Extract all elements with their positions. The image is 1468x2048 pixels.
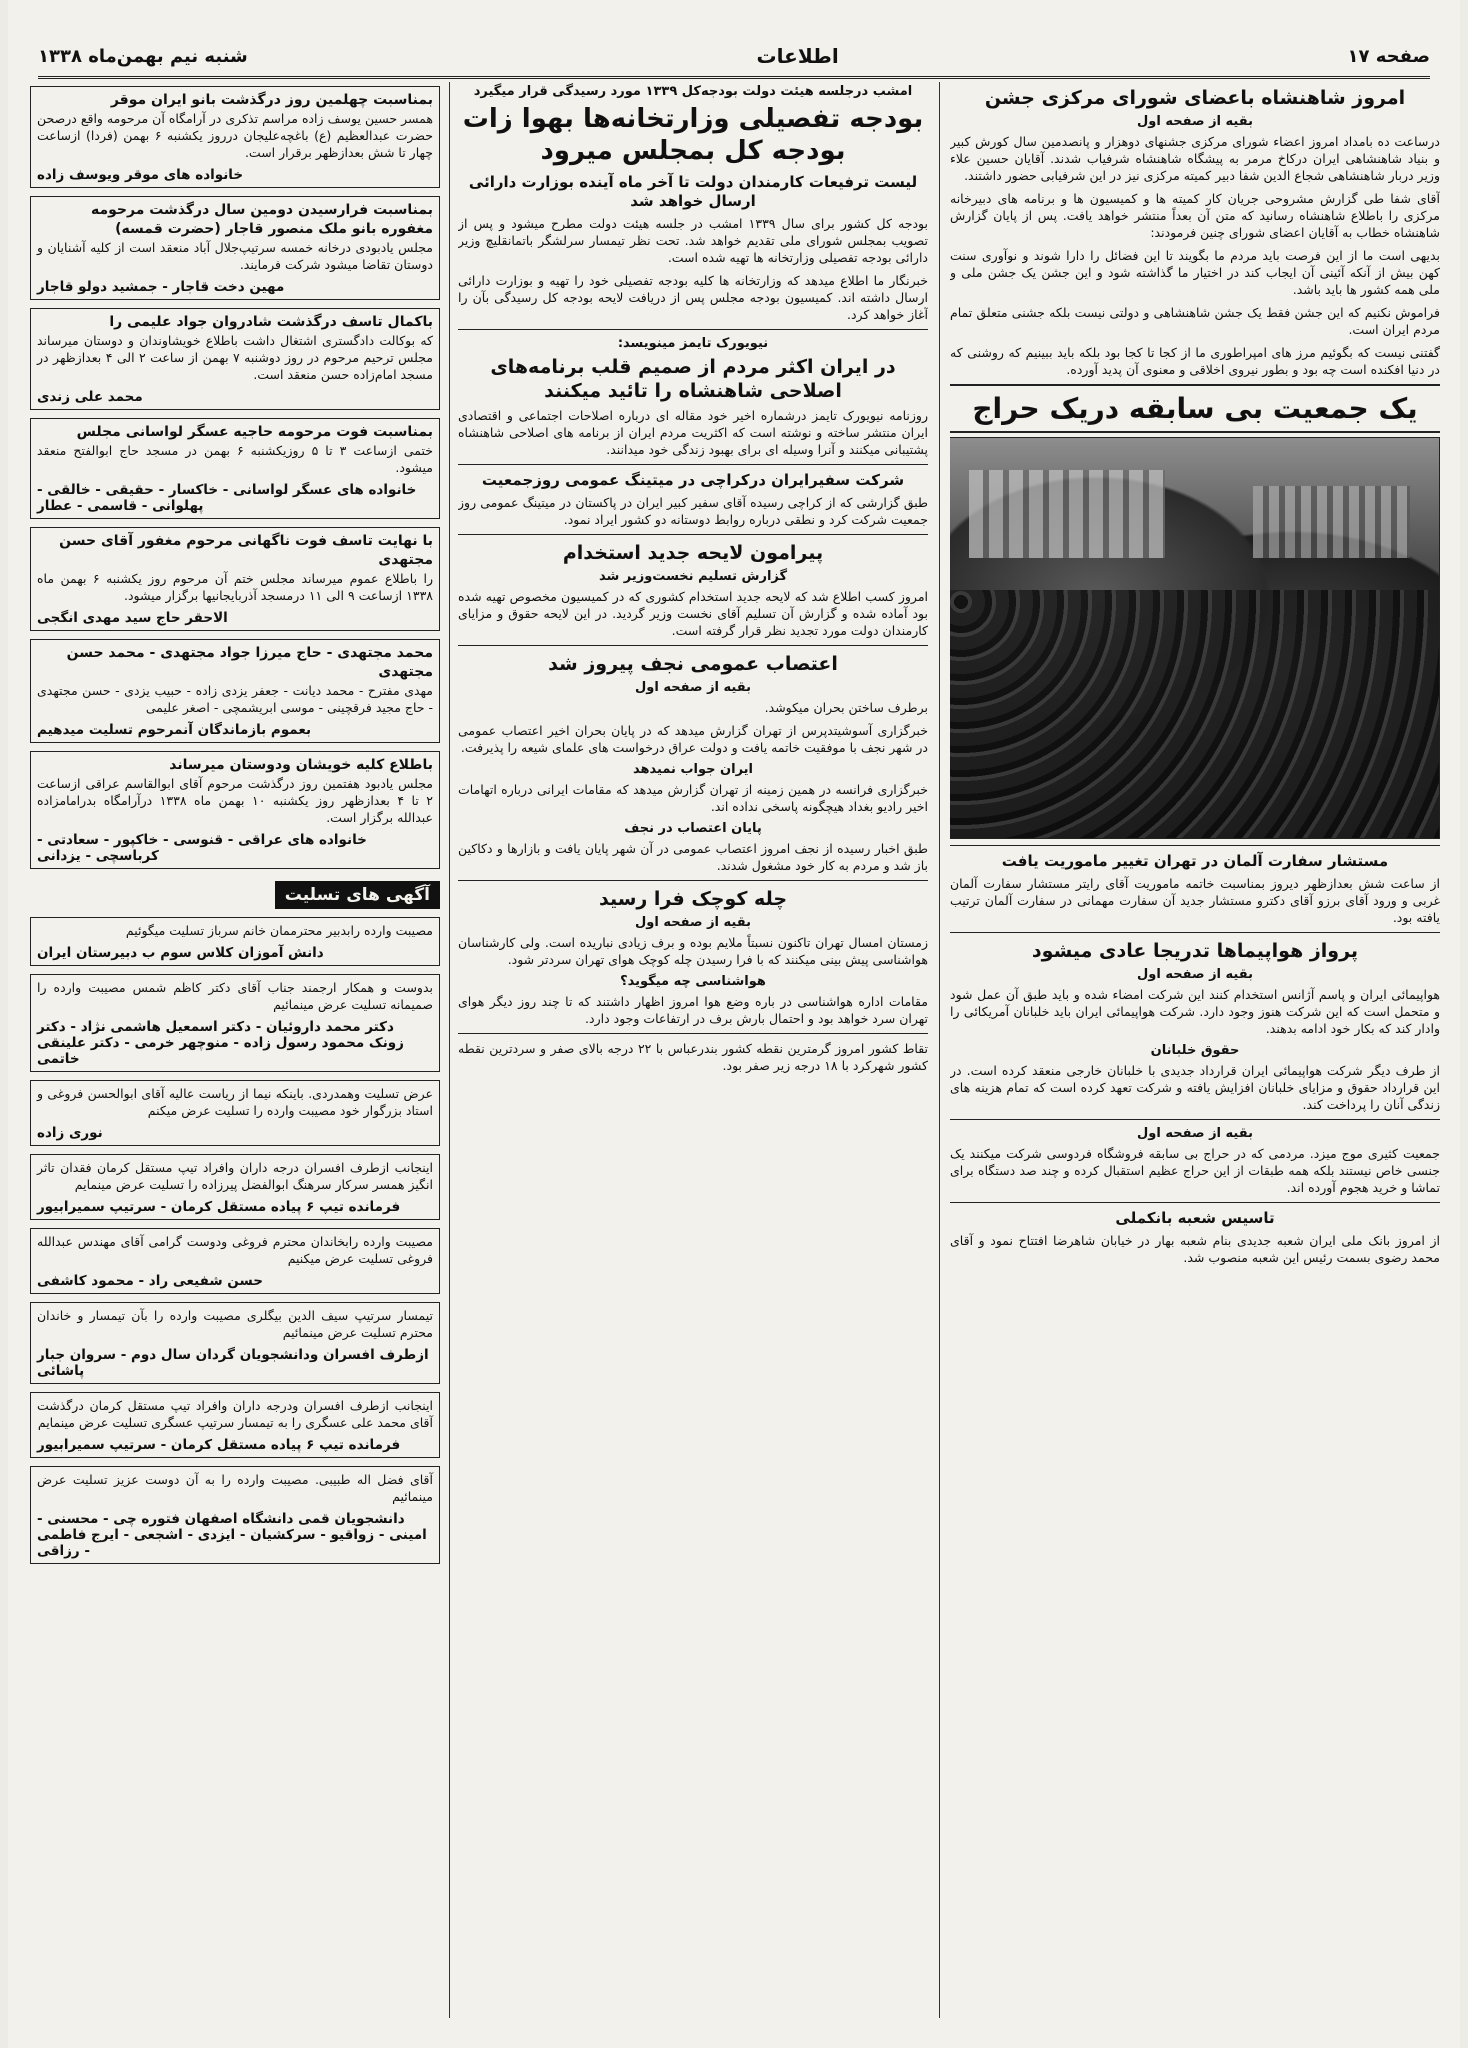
notice-box (30, 196, 440, 300)
crowd-photo (950, 437, 1440, 839)
notice-body: مجلس یادبودی درخانه خمسه سرتیپ‌جلال آباد منعقد است از کلیه آشنایان و دوستان تقاضا میشود شرکت فرمایند. (37, 240, 433, 272)
notice-body: مهدی مفترح - محمد دیانت - جعفر یزدی زاده - حبیب یزدی - حسن مجتهدی - حاج مجید فرقچینی - موسی ابریشمچی - اصغر علیمی (37, 683, 433, 715)
notice-title: باکمال تاسف درگذشت شادروان جواد علیمی را (109, 314, 433, 330)
article-paragraph: فراموش نکنیم که این جشن فقط یک جشن شاهنشاهی و دولتی نیست بلکه جشنی متعلق تمام مردم ایران است. (950, 305, 1440, 337)
article-paragraph: بدیهی است ما از این فرصت باید مردم ما بگویند تا این فضائل را دارا شوند و نوآوری سنت کهن بیش از آنکه آئینی آن ایجاب کند در اختیار ما گذاشته شود و این جشن یک جشن ملی و ملی همه کشور ها باید باشد. (950, 248, 1440, 297)
notice-body: همسر حسین یوسف زاده مراسم تذکری در آرامگاه آن مرحومه واقع درصحن حضرت عبدالعظیم (ع) باغچه‌علیجان درروز یکشنبه ۶ بهمن (فردا) ازساعت چهار تا شش بعدازظهر برقرار است. (37, 111, 434, 160)
article-paragraph: امروز کسب اطلاع شد که لایحه جدید استخدام کشوری که در کمیسیون مخصوص تهیه شده بود آماده شده و گزارش آن تسلیم آقای نخست وزیر گردید. در این لایحه حقوق و مزایای کارمندان دولت مورد تجدید نظر قرار گرفته است. (458, 589, 928, 638)
notice-title: با نهایت تاسف فوت ناگهانی مرحوم مغفور آقای حسن مجتهدی (59, 533, 433, 568)
continued-label: بقیه از صفحه اول (1137, 114, 1253, 129)
condolence-signature: حسن شفیعی راد - محمود کاشفی (37, 1273, 263, 1289)
article-paragraph: زمستان امسال تهران تاکنون نسبتاً ملایم بوده و برف زیادی نباریده است. ولی کارشناسان هواشناسی پیش بینی میکنند که با فرا رسیدن چله کوچک هوای تهران سردتر شود. (458, 935, 928, 967)
article-paragraph: بودجه کل کشور برای سال ۱۳۳۹ امشب در جلسه هیئت دولت مطرح میشود و پس از تصویب بمجلس شورای ملی تقدیم خواهد شد. تحت نظر تیمسار سرلشگر باتمانقلیچ وزیر دارائی بودجه تفصیلی وزارتخانه ها تهیه شده است. (458, 216, 928, 265)
paper-name: اطلاعات (756, 44, 839, 68)
article-paragraph: جمعیت کثیری موج میزد. مردمی که در حراج بی سابقه فروشگاه فردوسی شرکت میکنند یک جنسی خاص نیستند بلکه همه طبقات از این حراج عظیم استقبال کرده و چند صد دستگاه برای تماشا و خرید هجوم آورده اند. (950, 1146, 1440, 1195)
notice-title: بمناسبت فوت مرحومه حاجیه عسگر لواسانی مجلس (76, 424, 433, 440)
kicker: امشب درجلسه هیئت دولت بودجه‌کل ۱۳۳۹ مورد رسیدگی قرار میگیرد (473, 84, 913, 99)
continued-label: بقیه از صفحه اول (635, 680, 751, 695)
condolence-signature: نوری زاده (37, 1125, 103, 1141)
notice-body: که بوکالت دادگستری اشتغال داشت باطلاع خویشاوندان و دوستان میرساند مجلس ترحیم مرحوم در روز دوشنبه ۷ بهمن از ساعت ۲ الی ۴ بعدازظهر در مسجد امام‌زاده حسن منعقد است. (37, 333, 433, 382)
notice-signature: خانواده های عراقی - قنوسی - خاکپور - سعادتی - کرباسچی - یزدانی (37, 832, 367, 864)
photo-shelf (1253, 486, 1410, 558)
condolence-box (30, 974, 440, 1072)
notice-signature: بعموم بازماندگان آنمرحوم تسلیت میدهیم (37, 722, 312, 738)
condolence-body: آقای فضل اله طبیبی. مصیبت وارده را به آن دوست عزیز تسلیت عرض مینمائیم (37, 1472, 433, 1504)
condolence-signature: فرمانده تیپ ۶ پیاده مستقل کرمان - سرتیپ سمیرابیور (37, 1199, 401, 1215)
notice-signature: خانواده های موقر ویوسف زاده (37, 167, 244, 183)
article-headline: چله کوچک فرا رسید (598, 888, 788, 910)
article-headline: پیرامون لایحه جدید استخدام (562, 542, 824, 564)
article-paragraph: آقای شفا طی گزارش مشروحی جریان کار کمیته ها و کمیسیون ها و برنامه های دبیرخانه مرکزی را باطلاع شاهنشاه رسانید که متن آن بعداً منتشر خواهد یافت. پس از پایان گزارش شاهنشاه خطاب به آقایان اعضای شورای چنین فرمودند: (950, 191, 1440, 240)
condolence-body: تیمسار سرتیپ سیف الدین بیگلری مصیبت وارده را بآن تیمسار و خاندان محترم تسلیت عرض مینمائیم (37, 1308, 433, 1340)
subheading: هواشناسی چه میگوید؟ (620, 974, 766, 989)
article-headline: شرکت سفیرایران درکراچی در میتینگ عمومی روزجمعیت (481, 471, 905, 489)
article-paragraph: خبرگزاری آسوشیتدپرس از تهران گزارش میدهد که در پایان بحران اخیر اعتصاب عمومی در شهر نجف با موفقیت خاتمه یافت و دولت عراق درخواست های علمای شیعه را پذیرفت. (458, 723, 928, 755)
condolence-box (30, 1080, 440, 1146)
continued-label: بقیه از صفحه اول (1137, 967, 1253, 982)
photo-headline: یک جمعیت بی سابقه دریک حراج (950, 384, 1440, 433)
article-paragraph: روزنامه نیویورک تایمز درشماره اخیر خود مقاله ای درباره اصلاحات اجتماعی و اقتصادی ایران منتشر ساخته و نوشته است که اکثریت مردم ایران از برنامه های اصلاحی شاهنشاه پشتیبانی میکنند و آنرا وسیله ای برای بهبود زندگی خود میدانند. (458, 408, 928, 457)
notice-title: باطلاع کلیه خویشان ودوستان میرساند (169, 757, 433, 773)
condolence-body: مصیبت وارده رابخاندان محترم فروغی ودوست گرامی آقای مهندس عبدالله فروغی تسلیت عرض میکنیم (37, 1234, 433, 1266)
divider (458, 645, 928, 646)
article-paragraph: برطرف ساختن بحران میکوشد. (764, 700, 928, 715)
condolence-signature: دانش آموزان کلاس سوم ب دبیرستان ایران (37, 945, 324, 961)
subheading: ایران جواب نمیدهد (632, 762, 753, 777)
divider (950, 1202, 1440, 1203)
kicker: نیویورک تایمز مینویسد: (617, 336, 769, 351)
article-headline: امروز شاهنشاه باعضای شورای مرکزی جشن (984, 87, 1406, 109)
column-right (950, 82, 1440, 2018)
condolence-body: عرض تسلیت وهمدردی. باینکه نیما از ریاست عالیه آقای ابوالحسن فروغی و استاد بزرگوار خود مصیبت وارده را تسلیت عرض میکنم (37, 1086, 433, 1118)
article-paragraph: درساعت ده بامداد امروز اعضاء شورای مرکزی جشنهای دوهزار و پانصدمین سال کورش کبیر و بنیاد شاهنشاهی ایران درکاخ مرمر به پیشگاه شاهنشاه شرفیاب شدند. آقایان حسین علاء وزیر دربار شاهنشاهی شجاع الدین شفا دبیر کمیته مرکزی نیز در این شرفیابی حضور داشتند. (950, 134, 1440, 183)
subheading: پایان اعتصاب در نجف (624, 821, 762, 836)
notice-signature: الاحقر حاج سید مهدی انگجی (37, 610, 228, 626)
notice-body: ختمی ازساعت ۳ تا ۵ روزیکشنبه ۶ بهمن در مسجد حاج ابوالفتح منعقد میشود. (37, 443, 434, 475)
article-paragraph: تقاط کشور امروز گرمترین نقطه کشور بندرعباس با ۲۲ درجه بالای صفر و سردترین نقطه کشور شهرکرد با ۱۸ درجه زیر صفر بود. (458, 1041, 928, 1073)
photo-shelf (969, 470, 1165, 558)
condolence-box (30, 1228, 440, 1294)
condolence-signature: فرمانده تیپ ۶ پیاده مستقل کرمان - سرتیپ سمیرابیور (37, 1437, 401, 1453)
condolence-box (30, 1392, 440, 1458)
article-headline: اعتصاب عمومی نجف پیروز شد (548, 653, 838, 675)
newspaper-page (8, 0, 1460, 2048)
article-headline: مستشار سفارت آلمان در تهران تغییر ماموریت یافت (1001, 852, 1389, 870)
condolence-box (30, 1302, 440, 1384)
continued-label: بقیه از صفحه اول (635, 915, 751, 930)
condolence-body: اینجانب ازطرف افسران درجه داران وافراد تیپ مستقل کرمان فقدان تاثر انگیز همسر سرکار سرهنگ ابوالفضل پیرزاده را تسلیت عرض مینمایم (37, 1160, 433, 1192)
notice-title: بمناسبت فرارسیدن دومین سال درگذشت مرحومه مغفوره بانو ملک منصور قاجار (حضرت قمسه) (90, 202, 433, 237)
condolence-box (30, 917, 440, 966)
notice-body: را باطلاع عموم میرساند مجلس ختم آن مرحوم روز یکشنبه ۶ بهمن ماه ۱۳۳۸ ازساعت ۹ الی ۱۱ درمسجد آذربایجانیها برگزار میشود. (37, 571, 433, 603)
notice-box (30, 418, 440, 519)
notice-box (30, 751, 440, 869)
article-headline: تاسیس شعبه بانکملی (1115, 1209, 1275, 1227)
column-rule (449, 82, 450, 2018)
page-number: صفحه ۱۷ (1347, 45, 1430, 67)
notice-signature: محمد علی زندی (37, 389, 143, 405)
lead-headline: بودجه تفصیلی وزارتخانه‌ها بهوا زات بودجه کل بمجلس میرود (462, 104, 924, 166)
subheadline: گزارش تسلیم نخست‌وزیر شد (598, 569, 788, 584)
divider (458, 464, 928, 465)
article-paragraph: از امروز بانک ملی ایران شعبه جدیدی بنام شعبه بهار در خیابان شاهرضا افتتاح نمود و آقای محمد رضوی بسمت رئیس این شعبه منصوب شد. (950, 1233, 1440, 1265)
photo-crowd (950, 590, 1439, 838)
article-paragraph: گفتنی نیست که بگوئیم مرز های امپراطوری ما از کجا تا کجا بود بلکه باید ببینیم که روشنی که در دنیا افکنده است چه بود و بطور نیروی اخلاقی و معنوی آن پدید آورده. (950, 345, 1440, 377)
divider (458, 1033, 928, 1034)
subheadline: لیست ترفیعات کارمندان دولت تا آخر ماه آینده بوزارت دارائی ارسال خواهد شد (468, 173, 918, 210)
divider (458, 534, 928, 535)
condolence-box (30, 1154, 440, 1220)
article-paragraph: طبق اخبار رسیده از نجف امروز اعتصاب عمومی در آن شهر پایان یافت و بازارها و دکاکین باز شد و مردم به کار خود مشغول شدند. (458, 841, 928, 873)
continued-label: بقیه از صفحه اول (1137, 1126, 1253, 1141)
masthead (38, 36, 1430, 79)
notice-box (30, 86, 440, 188)
article-paragraph: خبرنگار ما اطلاع میدهد که وزارتخانه ها کلیه بودجه تفصیلی خود را تهیه و بوزارت دارائی ارسال داشته اند. کمیسیون بودجه مجلس پس از دریافت لایحه بودجه کل رسیدگی بآن را آغاز خواهد کرد. (458, 273, 928, 322)
column-middle (458, 82, 928, 2018)
condolence-body: اینجانب ازطرف افسران ودرجه داران وافراد تیپ مستقل کرمان درگذشت آقای محمد علی عسگری را به تیمسار سرتیپ عسگری تسلیت عرض مینمایم (37, 1398, 433, 1430)
condolence-body: بدوست و همکار ارجمند جناب آقای دکتر کاظم شمس مصیبت وارده را صمیمانه تسلیت عرض مینمائیم (37, 980, 433, 1012)
condolence-signature: دکتر محمد داروئیان - دکتر اسمعیل هاشمی نژاد - دکتر زونک محمود رسول زاده - منوچهر خرمی - دکتر علینقی خاتمی (37, 1019, 404, 1067)
notice-title: بمناسبت چهلمین روز درگذشت بانو ایران موقر (110, 92, 433, 108)
subheading: حقوق خلبانان (1150, 1043, 1240, 1058)
issue-date: شنبه نیم بهمن‌ماه ۱۳۳۸ (38, 45, 248, 67)
article-paragraph: طبق گزارشی که از کراچی رسیده آقای سفیر کبیر ایران در پاکستان در میتینگ عمومی روز جمعیت شرکت کرد و نطقی درباره روابط دوستانه دو کشور ایراد نمود. (458, 495, 928, 527)
article-paragraph: مقامات اداره هواشناسی در باره وضع هوا امروز اظهار داشتند که تا چند روز دیگر هوای تهران سرد خواهد بود و احتمال بارش برف در ارتفاعات وجود دارد. (458, 994, 928, 1026)
article-headline: در ایران اکثر مردم از صمیم قلب برنامه‌های اصلاحی شاهنشاه را تائید میکنند (490, 356, 896, 402)
notice-title: محمد مجتهدی - حاج میرزا جواد مجتهدی - محمد حسن مجتهدی (66, 645, 433, 680)
divider (458, 880, 928, 881)
divider (950, 1119, 1440, 1120)
notice-signature: خانواده های عسگر لواسانی - خاکسار - حقیقی - خالقی - پهلوانی - قاسمی - عطار (37, 482, 417, 514)
column-rule (939, 82, 940, 2018)
section-title: آگهی های تسلیت (275, 881, 440, 909)
divider (950, 932, 1440, 933)
article-paragraph: از طرف دیگر شرکت هواپیمائی ایران قرارداد جدیدی با خلبانان خارجی منعقد کرده است. در این قرارداد حقوق و مزایای خلبانان افزایش یافته و شرکت تعهد کرده است که تمام هزینه های زندگی آنان را پرداخت کند. (950, 1063, 1440, 1112)
condolence-body: مصیبت وارده رابدبیر محترممان خانم سرباز تسلیت میگوئیم (125, 923, 433, 938)
divider (458, 329, 928, 330)
column-left (30, 82, 440, 2018)
article-paragraph: هواپیمائی ایران و پاسم آژانس استخدام کنند این شرکت امضاء شده و باید طبق آن عمل شود و متحمل است که این شرکت هنوز وجود دارد. شرکت هواپیمائی ایران باید خلبانان آمریکائی را وادار کند که بکار خود ادامه بدهند. (950, 987, 1440, 1036)
divider (950, 845, 1440, 846)
article-paragraph: از ساعت شش بعدازظهر دیروز بمناسبت خاتمه ماموریت آقای رایتر مستشار سفارت آلمان غربی و ورود آقای برزو آقای دکترو مستشار جدید آن سفارت مهمانی در سفارت آلمان ترتیب یافته بود. (950, 876, 1440, 925)
notice-box (30, 527, 440, 631)
article-paragraph: خبرگزاری فرانسه در همین زمینه از تهران گزارش میدهد که مقامات ایرانی درباره اتهامات اخیر رادیو بغداد هیچگونه پاسخی نداده اند. (458, 782, 928, 814)
notice-signature: مهین دخت قاجار - جمشید دولو قاجار (37, 279, 285, 295)
condolence-signature: دانشجویان قمی دانشگاه اصفهان فتوره چی - محسنی - امینی - زواقیو - سرکشیان - ایزدی - اشجعی - ایرج فاطمی - رزاقی (37, 1511, 427, 1559)
condolence-box (30, 1466, 440, 1564)
notice-box (30, 639, 440, 743)
condolence-signature: ازطرف افسران ودانشجویان گردان سال دوم - سروان جبار پاشائی (37, 1347, 429, 1379)
notice-body: مجلس یادبود هفتمین روز درگذشت مرحوم آقای ابوالقاسم عراقی ازساعت ۲ تا ۴ بعدازظهر روز یکشنبه ۱۰ بهمن ماه ۱۳۳۸ درآرامگاه بدرامامزاده عبدالله برگزار است. (37, 776, 433, 825)
notice-box (30, 308, 440, 410)
article-headline: پرواز هواپیماها تدریجا عادی میشود (1031, 940, 1359, 962)
